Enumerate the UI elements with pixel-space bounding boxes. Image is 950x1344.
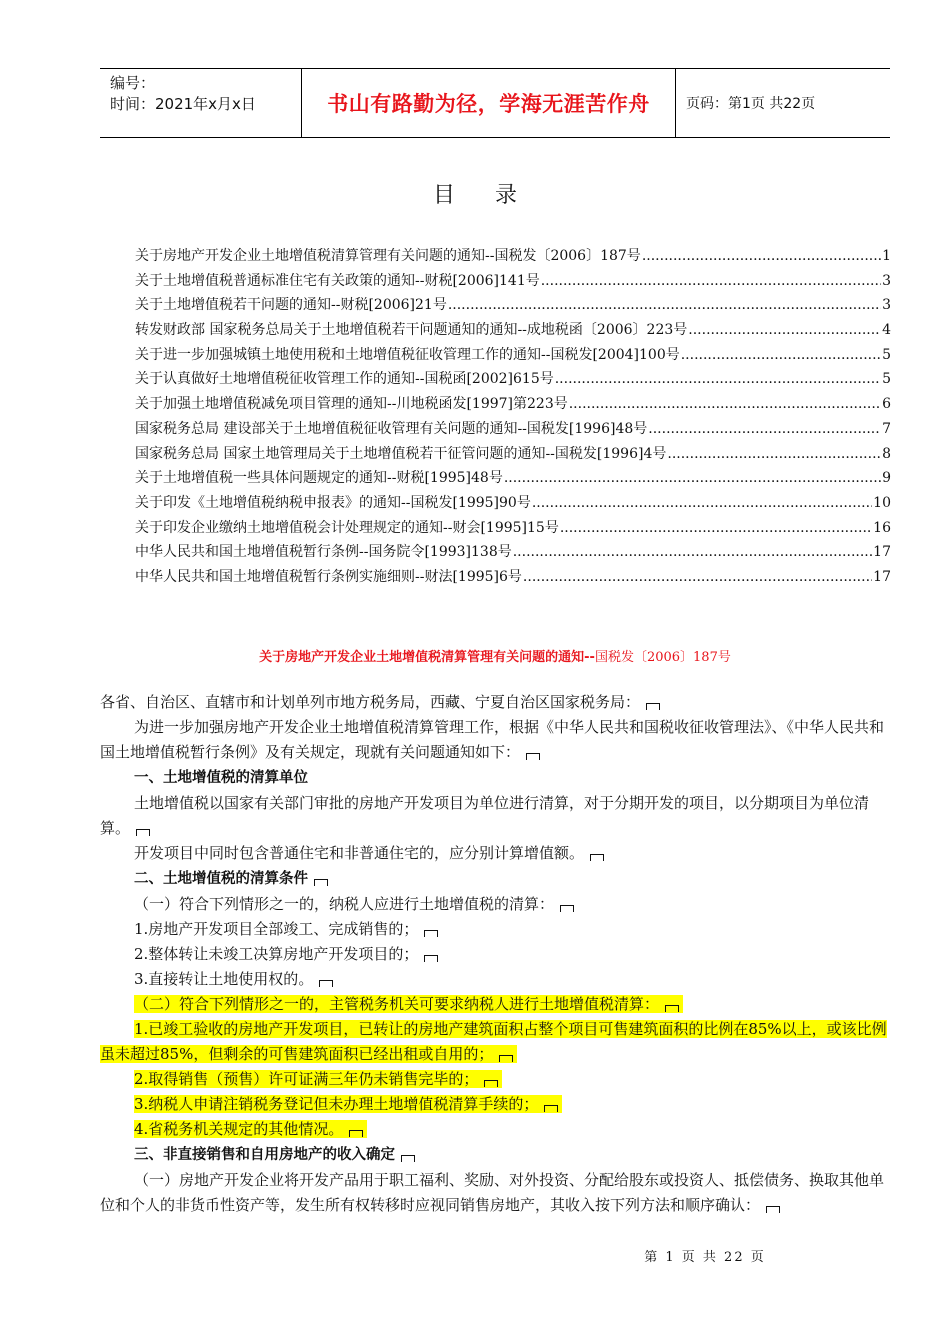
header-page-info: 页码：第1页 共22页 (686, 96, 816, 112)
toc-leader-dots (448, 297, 881, 313)
paragraph (100, 917, 895, 942)
toc-entry-title: 关于加强土地增值税减免项目管理的通知--川地税函发[1997]第223号 (135, 396, 568, 413)
paragraph-text: 二、土地增值税的清算条件 (134, 871, 308, 887)
toc-entry-page: 5 (882, 346, 891, 363)
highlight-mark (493, 1045, 517, 1063)
toc-leader-dots (513, 544, 872, 560)
toc-leader-dots (523, 569, 872, 585)
toc-entry-page: 5 (882, 371, 891, 388)
section-heading (100, 765, 895, 791)
header-time-label: 时间：2021年x月x日 (110, 95, 256, 113)
toc-entry-title: 关于房地产开发企业土地增值税清算管理有关问题的通知--国税发〔2006〕187号 (135, 248, 641, 264)
paragraph-text: 2.取得销售（预售）许可证满三年仍未销售完毕的； (134, 1070, 479, 1088)
toc-entry[interactable] (135, 393, 891, 418)
toc-entry-title: 关于土地增值税若干问题的通知--财税[2006]21号 (135, 297, 447, 314)
paragraph-mark-icon (544, 1105, 558, 1112)
paragraph-mark-icon (349, 1130, 363, 1137)
paragraph-mark-icon (646, 703, 660, 710)
header-number-label: 编号： (110, 74, 156, 92)
table-of-contents (135, 245, 891, 591)
paragraph-mark-icon (766, 1206, 780, 1213)
document-header (100, 68, 890, 138)
toc-leader-dots (688, 322, 881, 338)
paragraph-text: 为进一步加强房地产开发企业土地增值税清算管理工作，根据《中华人民共和国税收征收管理法》、《中华人民共和国土地增值税暂行条例》及有关规定，现就有关问题通知如下： (100, 718, 885, 761)
paragraph-text: （一）符合下列情形之一的，纳税人应进行土地增值税的清算： (134, 895, 555, 913)
toc-title: 目录 (432, 183, 557, 208)
paragraph (100, 841, 895, 866)
section-heading (100, 866, 895, 892)
toc-entry-page: 9 (882, 470, 891, 487)
paragraph (100, 942, 895, 967)
toc-entry[interactable] (135, 270, 891, 295)
paragraph-mark-icon (526, 753, 540, 760)
section-heading (100, 1142, 895, 1168)
toc-entry-page: 8 (882, 445, 891, 462)
section-title-main: 关于房地产开发企业土地增值税清算管理有关问题的通知-- (259, 650, 595, 665)
toc-entry-page: 17 (873, 544, 891, 561)
section-title-doc-number: 国税发〔2006〕187号 (594, 650, 731, 665)
paragraph (100, 1168, 895, 1218)
toc-entry[interactable] (135, 541, 891, 566)
toc-entry-title: 关于进一步加强城镇土地使用税和土地增值税征收管理工作的通知--国税发[2004]100号 (135, 346, 680, 363)
toc-entry[interactable] (135, 344, 891, 369)
toc-leader-dots (504, 470, 881, 486)
paragraph-mark-icon (560, 905, 574, 912)
toc-entry[interactable] (135, 368, 891, 393)
toc-entry-title: 国家税务总局 国家土地管理局关于土地增值税若干征管问题的通知--国税发[1996]4号 (135, 445, 667, 462)
toc-entry-page: 4 (882, 322, 891, 339)
paragraph (100, 1092, 895, 1117)
paragraph (100, 1117, 895, 1142)
toc-entry-title: 关于土地增值税一些具体问题规定的通知--财税[1995]48号 (135, 470, 503, 487)
page-footer: 第 1 页 共 22 页 (644, 1250, 766, 1265)
toc-entry-title: 中华人民共和国土地增值税暂行条例--国务院令[1993]138号 (135, 544, 512, 561)
toc-entry[interactable] (135, 467, 891, 492)
toc-entry[interactable] (135, 418, 891, 443)
highlight-mark (538, 1095, 562, 1113)
toc-entry-title: 关于认真做好土地增值税征收管理工作的通知--国税函[2002]615号 (135, 371, 554, 388)
paragraph-mark-icon (665, 1005, 679, 1012)
paragraph-text: 各省、自治区、直辖市和计划单列市地方税务局，西藏、宁夏自治区国家税务局： (100, 693, 641, 711)
toc-entry-page: 17 (873, 568, 891, 585)
toc-entry-page: 6 (882, 396, 891, 413)
toc-leader-dots (555, 371, 881, 387)
toc-entry[interactable] (135, 443, 891, 468)
toc-leader-dots (667, 446, 881, 462)
toc-entry-title: 转发财政部 国家税务总局关于土地增值税若干问题通知的通知--成地税函〔2006〕223号 (135, 322, 688, 339)
highlight-mark (478, 1070, 502, 1088)
paragraph (100, 1067, 895, 1092)
toc-entry-page: 3 (882, 272, 891, 289)
toc-leader-dots (648, 421, 881, 437)
toc-entry[interactable] (135, 566, 891, 591)
toc-leader-dots (681, 347, 881, 363)
paragraph-text: 3.纳税人申请注销税务登记但未办理土地增值税清算手续的； (134, 1095, 539, 1113)
toc-entry-title: 关于土地增值税普通标准住宅有关政策的通知--财税[2006]141号 (135, 272, 540, 289)
toc-entry-title: 中华人民共和国土地增值税暂行条例实施细则--财法[1995]6号 (135, 568, 522, 585)
paragraph-mark-icon (319, 980, 333, 987)
paragraph-text: 4.省税务机关规定的其他情况。 (134, 1120, 344, 1138)
paragraph (100, 791, 895, 841)
paragraph-text: （二）符合下列情形之一的，主管税务机关可要求纳税人进行土地增值税清算： (134, 995, 660, 1013)
toc-entry-page: 16 (873, 519, 891, 536)
highlight-mark (659, 995, 683, 1013)
paragraph (100, 1017, 895, 1067)
toc-entry[interactable] (135, 517, 891, 542)
paragraph-mark-icon (136, 829, 150, 836)
toc-entry-page: 10 (873, 494, 891, 511)
toc-leader-dots (541, 273, 881, 289)
paragraph-mark-icon (424, 930, 438, 937)
toc-entry-page: 3 (882, 297, 891, 314)
paragraph-text: （一）房地产开发企业将开发产品用于职工福利、奖励、对外投资、分配给股东或投资人、抵偿债务、换取其他单位和个人的非货币性资产等，发生所有权转移时应视同销售房地产，其收入按下列方法和顺序确认： (100, 1171, 885, 1214)
paragraph-text: 一、土地增值税的清算单位 (134, 770, 308, 786)
toc-entry-title: 关于印发企业缴纳土地增值税会计处理规定的通知--财会[1995]15号 (135, 519, 559, 536)
section-body (100, 690, 895, 1218)
paragraph-mark-icon (314, 879, 328, 886)
paragraph-mark-icon (499, 1055, 513, 1062)
toc-leader-dots (560, 520, 872, 536)
paragraph-text: 土地增值税以国家有关部门审批的房地产开发项目为单位进行清算，对于分期开发的项目，以分期项目为单位清算。 (100, 794, 870, 837)
toc-leader-dots (642, 248, 881, 264)
toc-entry[interactable] (135, 492, 891, 517)
paragraph-text: 开发项目中同时包含普通住宅和非普通住宅的，应分别计算增值额。 (134, 844, 585, 862)
paragraph-mark-icon (401, 1155, 415, 1162)
toc-entry-page: 1 (882, 248, 891, 264)
paragraph (100, 715, 895, 765)
highlight-mark (343, 1120, 367, 1138)
toc-entry-page: 7 (882, 420, 891, 437)
paragraph (100, 690, 895, 715)
toc-leader-dots (569, 396, 881, 412)
paragraph-text: 3.直接转让土地使用权的。 (134, 970, 314, 988)
paragraph (100, 992, 895, 1017)
toc-entry-title: 国家税务总局 建设部关于土地增值税征收管理有关问题的通知--国税发[1996]48号 (135, 420, 648, 437)
header-motto: 书山有路勤为径，学海无涯苦作舟 (327, 92, 650, 116)
paragraph-mark-icon (424, 955, 438, 962)
toc-entry[interactable] (135, 245, 891, 270)
paragraph-mark-icon (484, 1080, 498, 1087)
paragraph-text: 2.整体转让未竣工决算房地产开发项目的； (134, 945, 419, 963)
toc-entry[interactable] (135, 319, 891, 344)
toc-leader-dots (532, 495, 872, 511)
paragraph-text: 1.房地产开发项目全部竣工、完成销售的； (134, 920, 419, 938)
paragraph-mark-icon (590, 854, 604, 861)
paragraph-text: 1.已竣工验收的房地产开发项目，已转让的房地产建筑面积占整个项目可售建筑面积的比例在85%以上，或该比例虽未超过85%，但剩余的可售建筑面积已经出租或自用的； (100, 1020, 887, 1063)
toc-entry-title: 关于印发《土地增值税纳税申报表》的通知--国税发[1995]90号 (135, 494, 531, 511)
paragraph-text: 三、非直接销售和自用房地产的收入确定 (134, 1147, 395, 1163)
header-divider (675, 69, 676, 137)
section-title (0, 646, 950, 665)
toc-entry[interactable] (135, 294, 891, 319)
paragraph (100, 892, 895, 917)
header-meta (110, 73, 300, 115)
paragraph (100, 967, 895, 992)
